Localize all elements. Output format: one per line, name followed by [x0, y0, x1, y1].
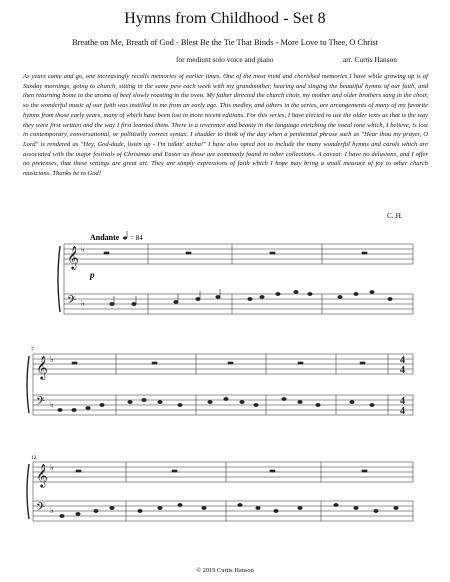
time-signature-bottom: 4 [400, 406, 405, 417]
flat-icon: ♭ [50, 463, 54, 472]
page-title: Hymns from Childhood - Set 8 [124, 10, 326, 27]
tempo-marking: Andante [90, 233, 120, 242]
preface-paragraph: As years come and go, one increasingly recalls memories of earlier times. One of the most vivid and cherished memories I have while growing up is of Sunday mornings, going to church, sitting in the same pew each week with my grandmother, hearing and singing the beautiful hymns of our faith, and then returning home to the aroma of beef slowly roasting in the oven. My father directed the church choir, my mother and older brothers sang in the choir, so the wonderful music of our faith was instilled in me from an early age. This medley, and others in the series, are arrangements of many of my favorite hymns from those early years, many of which have been lost in more recent editions. For this series, I have elected to use the older texts as that is the way they were first written and the way I first learned them. There is a reverence and beauty in the language enriching the vocal tone which, I believe, is lost in contemporary, conversational, or politically correct syntax. I shudder to think of the day when a penitential phrase such as "Hear thou my prayer, O Lord" is rendered as "Hey, God-dude, listen up - I'm talkin' atcha!" I have also opted not to include the many wonderful hymns and carols which are associated with the major festivals of Christmas and Easter as those are commonly found in other collections. A caveat: I have no delusions, and I offer no pretenses, that these settings are great art. They are simply expressions of faith which I hope may bring a small measure of joy to other church musicians. Thanks be to God! [23, 73, 428, 178]
time-signature-top: 4 [400, 355, 405, 366]
voicing-note: for medium solo voice and piano [176, 55, 274, 64]
bass-clef-icon: 𝄢 [36, 501, 46, 517]
metronome-marking: = 84 [130, 234, 143, 242]
arranger-credit: arr. Curtis Hanson [343, 55, 397, 64]
hymn-list-subtitle: Breathe on Me, Breath of God - Blest Be the Tie That Binds - More Love to Thee, O Christ [71, 38, 379, 47]
time-signature-bottom: 4 [400, 365, 405, 376]
treble-clef-icon: 𝄞 [36, 355, 48, 379]
bass-clef-icon: 𝄢 [36, 395, 46, 411]
flat-icon: ♭ [50, 506, 54, 515]
flat-icon: ♭ [50, 355, 54, 364]
copyright-footer: © 2019 Curtis Hanson [196, 567, 254, 574]
flat-icon: ♭ [81, 245, 85, 254]
system-3 [27, 462, 413, 521]
time-signature-top: 4 [400, 396, 405, 407]
system-2 [27, 354, 413, 415]
measure-number: 12 [31, 455, 37, 461]
treble-clef-icon: 𝄞 [36, 463, 48, 487]
preface-signature: C. H. [387, 211, 403, 220]
dynamic-marking: p [90, 270, 95, 280]
treble-clef-icon: 𝄞 [67, 245, 79, 269]
flat-icon: ♭ [81, 299, 85, 308]
notes-layer [58, 252, 398, 518]
measure-number: 7 [31, 347, 34, 353]
quarter-note-icon [123, 237, 127, 240]
bass-clef-icon: 𝄢 [67, 294, 77, 310]
flat-icon: ♭ [50, 400, 54, 409]
